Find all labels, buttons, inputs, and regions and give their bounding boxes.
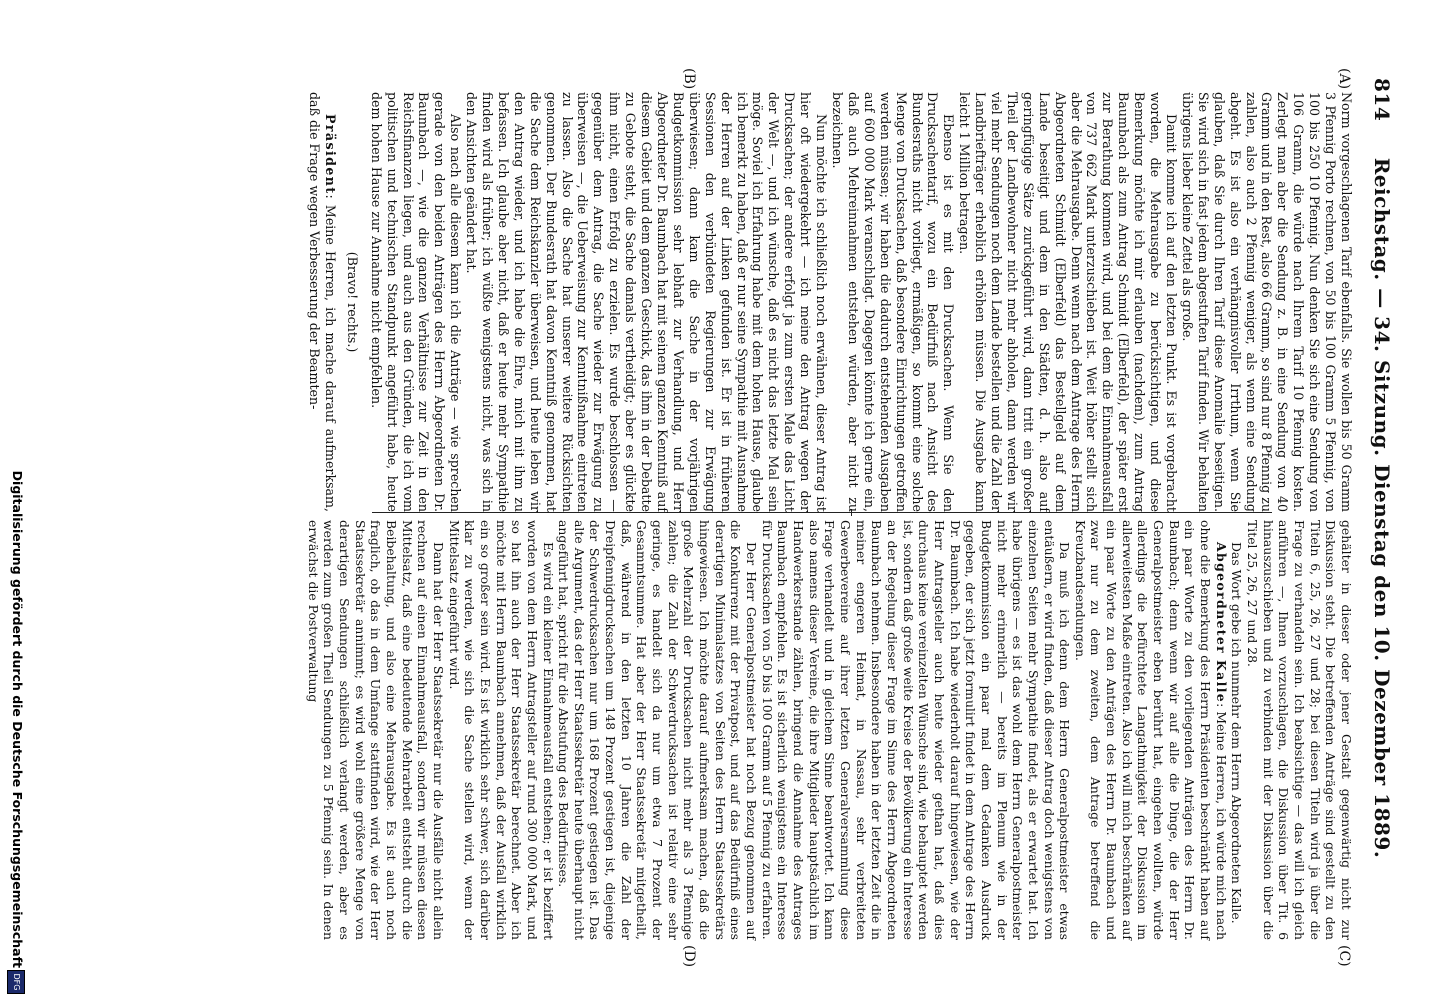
left-column <box>294 92 1354 512</box>
column-divider <box>372 512 1272 513</box>
paragraph: Das Wort gebe ich nunmehr dem Herrn Abgeordneten Kalle. <box>1229 542 1245 924</box>
dfg-logo <box>7 970 25 994</box>
speaker-name: Abgeordneter Kalle <box>1213 542 1229 704</box>
running-title: Reichstag. — 34. Sitzung. Dienstag den 10. Dezember 1889. <box>1370 157 1394 859</box>
paragraph: Damit komme ich auf den letzten Punkt. Es ist vorgebracht worden, die Mehrausgabe zu berücksichtigen, und diese Bemerkung möchte ich mir erlauben (nachdem), zum Antrag Baumbach als zum Antrag Schmidt (Elberfeld), der später erst zur Berathung kommen wird, und bei dem die Einnahmeausfall von 737 662 Mark unterzuschieben ist. Weit höher stellt sich aber die Mehrausgabe. Denn wenn nach dem Antrage des Herrn Abgeordneten Schmidt (Elberfeld) das Bestellgeld auf dem Lande beseitigt und dem in den Städten, d. h. also auf geringfügige Sätze zurückgeführt wird, dann tritt ein großer Theil der Landbewohner nicht mehr abholen, dann werden wir viel mehr Sendungen noch dem Lande bestellen und die Zahl der Landbriefträger erheblich erhöhen müssen. Die Ausgabe kann leicht 1 Million betragen. <box>957 92 1180 512</box>
right-column <box>294 520 1354 940</box>
paragraph: Dann hat der Herr Staatssekretär nur die Ausfälle nicht allein rechnen auf einen Einnahmeausfall, sondern wir müssen diesen Mittelsatz, daß eine bedeutende Mehrarbeit entsteht durch die Beibehaltung, und also eine Mehrausgabe. Es ist auch noch fraglich, ob das in dem Umfange stattfinden wird, wie der Herr Staatssekretär annimmt; es wird wohl eine größere Menge von derartigen Sendungen schließlich verlangt werden, aber es werden zum großen Theil Sendungen zu 5 Pfennig sein. In denen erwächst die Postverwaltung <box>305 520 446 940</box>
paragraph: gehälter in dieser oder jener Gestalt gegenwärtig nicht zur Diskussion steht. Die betreffenden Anträge sind gestellt zu den Titeln 6, 25, 26, 27 und 28; bei diesen Titeln wird ja über die Frage zu verhandeln sein. Ich beabsichtige — das will ich gleich anführen —, Ihnen vorzuschlagen, die Diskussion über Tit. 6 hinauszuschieben und zu verbinden mit der Diskussion über die Titel 25, 26, 27 und 28. <box>1245 520 1354 940</box>
applause-note: (Bravo! rechts.) <box>344 251 360 353</box>
paragraph: Der Herr Generalpostmeister hat noch Bezug genommen auf die Konkurrenz mit der Privatpost, und auf das Bedürfniß eines derartigen Minimalsatzes von Seiten des Herrn Staatssekretärs hingewiesen. Ich möchte darauf aufmerksam machen, daß die große Mehrzahl der Drucksachen nicht mehr als 3 Pfennige zahlen; die Zahl der Schwerdrucksachen ist relativ eine sehr geringe, es handelt sich da nur um etwa 7 Prozent der Gesammtsumme. Hat aber der Herr Staatssekretär mitgetheilt, daß, während in den letzten 10 Jahren die Zahl der Dreipfennigdrucksachen um 148 Prozent gestiegen ist, diejenige der Schwerdrucksachen nur um 168 Prozent gestiegen ist. Das alte Argument, das der Herr Staatssekretär heute überhaupt nicht angeführt hat, spricht für die Abstufung des Bedürfnisses. <box>556 520 760 940</box>
paragraph: Also nach alle diesem kann ich die Anträge — wie sprechen gerade von den beiden Anträgen des Herrn Abgeordneten Dr. Baumbach —, wie die ganzen Verhältnisse zur Zeit in den Reichsfinanzen liegen, und auch aus den Gründen, die ich vom politischen und technischen Standpunkt angeführt habe, heute dem hohen Hause zur Annahme nicht empfehlen. <box>368 92 464 512</box>
paragraph: Norm vorgeschlagenen Tarif ebenfalls. Sie wollen bis 50 Gramm 3 Pfennig Porto rechnen, von 50 bis 100 Gramm 5 Pfennig, von 100 bis 250 10 Pfennig. Nun denken Sie sich eine Sendung von 106 Gramm, die würde nach Ihrem Tarif 10 Pfennig kosten. Zerlegt man aber die Sendung z. B. in eine Sendung von 40 Gramm und in den Rest, also 66 Gramm, so sind nur 8 Pfennig zu zahlen, also auch 2 Pfennig weniger, als wenn eine Sendung abgeht. Es ist also ein verhängnisvoller Irrthum, wenn Sie glauben, daß Sie durch Ihren Tarif diese Anomalie beseitigen. Sie wird sich in fast jedem abgestuften Tarif finden. Wir behalten übrigens lieber kleine Zettel als große. <box>1179 92 1354 512</box>
margin-mark-d: (D) <box>681 945 697 968</box>
paragraph: Nun möchte ich schließlich noch erwähnen, dieser Antrag ist hier oft wiedergekehrt — ich meine den Antrag wegen der Drucksachen; der andere erfolgt ja zum ersten Male das Licht der Welt —, und ich wünsche, daß es nicht das letzte Mal sein möge. Soviel ich Erfahrung habe mit dem hohen Hause, glaube ich bemerkt zu haben, daß er nur seine Sympathie mit Ausnahme der Herren auf der Linken gefunden ist. Er ist in früheren Sessionen den verbündeten Regierungen zur Erwägung überwiesen; dann kam die Sache in der vorjährigen Budgetkommission sehr lebhaft zur Verhandlung, und Herr Abgeordneter Dr. Baumbach hat mit seinem ganzen Kenntniß auf diesem Gebiet und dem ganzen Geschick, das ihm in der Debatte zu Gebote steht, die Sache damals vertheidigt; aber es glückte ihm nicht, einen Erfolg zu erzielen. Es wurde beschlossen — gegenüber dem Antrag, die Sache wieder zur Erwägung zu überweisen —, die Ueberweisung zur Kenntnißnahme eintreten zu lassen. Also die Sache hat unserer weitere Rücksichten genommen. Der Bundesrath hat davon Kenntniß genommen, hat die Sache dem Reichskanzler überweisen, und heute leben wir den Antrag wieder, und ich habe die Ehre, mich mit ihm zu befassen. Ich glaube aber nicht, daß er heute mehr Sympathie finden wird als früher; ich wüßte wenigstens nicht, was sich in den Ansichten geändert hat. <box>464 92 830 512</box>
speech-paragraph <box>1072 520 1229 940</box>
page-header <box>1366 78 1396 938</box>
dfg-logo-text: DFG <box>12 973 21 991</box>
digitization-footer <box>5 0 27 1000</box>
page-number: 814 <box>1370 78 1394 122</box>
paragraph: Es wird ein kleiner Einnahmeausfall entstehen; er ist beziffert worden von dem Herrn Antragsteller auf rund 300 000 Mark, und so hat ihn auch der Herr Staatssekretär berechnet. Aber ich möchte mit Herrn Baumbach annehmen, daß der Ausfall wirklich ein so großer sein wird. Es ist wirklich sehr schwer, sich darüber klar zu werden, wie sich die Sache stellen wird, wenn der Mittelsatz eingeführt wird. <box>446 520 556 940</box>
margin-mark-b: (B) <box>681 68 697 90</box>
speech-paragraph <box>306 92 338 512</box>
funding-note: Digitalisierung gefördert durch die Deutsche Forschungsgemeinschaft <box>10 470 25 968</box>
speech-text: : Meine Herren, ich mache darauf aufmerksam, daß die Frage wegen Verbesserung der Beamten- <box>307 92 338 512</box>
speech-text: : Meine Herren, ich würde mich nach ohne die Bemerkung des Herrn Präsidenten beschränkt haben auf ein paar Worte zu den vorliegenden Anträgen des Herrn Dr. Baumbach; denn wenn wir auf alle die Dinge, die der Herr Generalpostmeister eben berührt hat, eingehen wollten, würde allerdings die befürchtete Langathmigkeit der Diskussion im allerweitesten Maße eintreten. Also ich will mich beschränken auf ein paar Worte zu den Anträgen des Herrn Dr. Baumbach und zwar nur zu dem zweiten, dem Antrage betreffend die Kreuzbandsendungen. <box>1072 520 1229 940</box>
margin-mark-a: (A) <box>1336 68 1352 90</box>
margin-mark-c: (C) <box>1336 945 1352 967</box>
paragraph: Ebenso ist es mit den Drucksachen. Wenn Sie den Drucksachentarif, wozu ein Bedürfniß nach Ansicht des Bundesraths nicht vorliegt, ermäßigen, so kommt eine solche Menge von Drucksachen, daß besondere Einrichtungen getroffen werden müssen; wir haben die dadurch entstehenden Ausgaben auf 600 000 Mark veranschlagt. Dagegen könnte ich gerne ein, daß auch Mehreinnahmen entstehen würden, aber nicht zu bezeichnen. <box>830 92 957 512</box>
speaker-name: Präsident <box>322 114 338 195</box>
paragraph: Da muß ich denn dem Herrn Generalpostmeister etwas entäußern, er wird finden, daß dieser Antrag doch wenigstens von einzelnen Seiten mehr Sympathie findet, als er erwartet hat. Ich habe übrigens — es ist das wohl dem Herrn Generalpostmeister nicht mehr erinnerlich — bereits im Plenum wie in der Budgetkommission ein paar mal dem Gedanken Ausdruck gegeben, der sich jetzt formulirt findet in dem Antrage des Herrn Dr. Baumbach. Ich habe wiederholt darauf hingewiesen, wie der Herr Antragsteller auch heute wieder gethan hat, daß dies durchaus keine vereinzelten Wünsche sind, wie behauptet werden ist, sondern daß große weite Kreise der Bevölkerung ein Interesse an der Regelung dieser Frage im Sinne des Herrn Abgeordneten Baumbach nehmen. Insbesondere haben in der letzten Zeit die in meiner engeren Heimat, in Nassau, sehr verbreiteten Gewerbevereine auf ihrer letzten Generalversammlung diese Frage verhandelt und in gleichem Sinne beantwortet. Ich kann also namens dieser Vereine, die ihre Mitglieder hauptsächlich im Handwerkerstande zählen, bringend die Annahme des Antrages Baumbach empfehlen. Es ist sicherlich wenigstens ein Interesse für Drucksachen von 50 bis 100 Gramm auf 5 Pfennig zu erfahren. <box>759 520 1073 940</box>
